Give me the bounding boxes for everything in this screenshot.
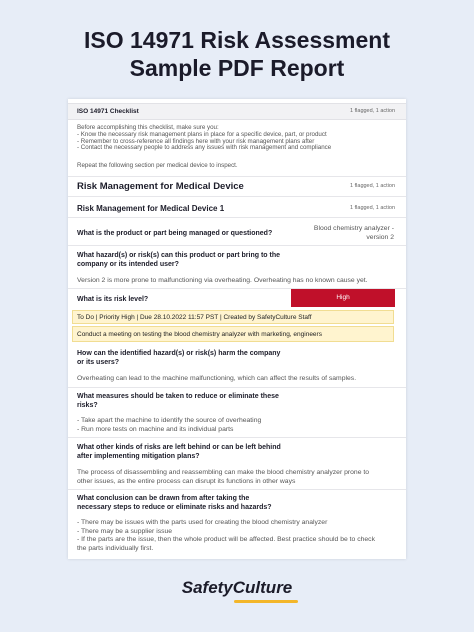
section-title: Risk Management for Medical Device [77, 181, 244, 192]
intro-line: - Know the necessary risk management plans in place for a specific device, part, or product [77, 131, 327, 138]
question-line: What conclusion can be drawn from after taking the [77, 495, 250, 502]
question-line: What other kinds of risks are left behind or can be left behind [77, 444, 281, 451]
question-line: or its users? [77, 359, 120, 366]
intro-line: Before accomplishing this checklist, make sure you: [77, 124, 219, 131]
brand-text: SafetyCulture [181, 578, 293, 597]
subsection-title: Risk Management for Medical Device 1 [77, 204, 225, 213]
question-measures [77, 392, 279, 410]
action-description[interactable]: Conduct a meeting on testing the blood chemistry analyzer with marketing, engineers [72, 326, 394, 342]
answer-line: The process of disassembling and reassembling can make the blood chemistry analyzer prone to [77, 469, 370, 476]
question-line: What measures should be taken to reduce or eliminate these [77, 393, 279, 400]
section-meta: 1 flagged, 1 action [350, 183, 395, 189]
page-title [0, 26, 474, 82]
answer-hazards: Version 2 is more prone to malfunctioning via overheating. Overheating has no known cause yet. [77, 277, 368, 284]
intro-line: - Contact the necessary people to address any issues with risk management and compliance [77, 144, 332, 151]
title-line-1: ISO 14971 Risk Assessment [84, 27, 390, 53]
question-line: company or its intended user? [77, 261, 179, 268]
report-page [68, 99, 406, 559]
question-conclusion [77, 494, 272, 512]
checklist-meta: 1 flagged, 1 action [350, 108, 395, 114]
answer-line: Blood chemistry analyzer - [313, 225, 394, 232]
answer-line: other issues, as the entire process can disrupt its functions in other ways [77, 477, 296, 485]
answer-harm: Overheating can lead to the machine malfunctioning, which can affect the results of samples. [77, 375, 357, 382]
repeat-note: Repeat the following section per medical device to inspect. [77, 162, 238, 169]
question-product: What is the product or part being managed or questioned? [77, 230, 273, 237]
question-hazards [77, 251, 280, 269]
action-status-bar[interactable]: To Do | Priority High | Due 28.10.2022 11:57 PST | Created by SafetyCulture Staff [72, 310, 394, 324]
answer-remaining-risks [77, 469, 369, 486]
answer-product [314, 225, 394, 242]
intro-line: - Remember to cross-reference all findings here with your risk management plans after [77, 137, 315, 145]
title-line-2: Sample PDF Report [129, 55, 345, 81]
answer-line: - Take apart the machine to identify the source of overheating [77, 417, 262, 424]
question-remaining-risks [77, 443, 281, 461]
question-line: risks? [77, 402, 98, 409]
question-harm [77, 349, 280, 367]
question-line: What hazard(s) or risk(s) can this product or part bring to the [77, 252, 281, 259]
risk-level-badge: High [291, 289, 395, 307]
intro-text [77, 124, 331, 152]
safetyculture-logo [0, 578, 474, 598]
answer-line: version 2 [366, 233, 394, 241]
question-line: How can the identified hazard(s) or risk(s) harm the company [77, 350, 281, 357]
answer-line: - Run more tests on machine and its individual parts [77, 425, 234, 433]
answer-line: - If the parts are the issue, then the whole product will be affected. Best practice should be to check [77, 536, 375, 544]
answer-conclusion [77, 519, 375, 553]
answer-line: the parts individually first. [77, 544, 154, 552]
question-risk-level: What is its risk level? [77, 296, 149, 303]
answer-line: - There may be a supplier issue [77, 527, 173, 535]
answer-line: - There may be issues with the parts used for creating the blood chemistry analyzer [77, 519, 328, 526]
question-line: after implementing mitigation plans? [77, 453, 200, 460]
checklist-title: ISO 14971 Checklist [77, 108, 139, 115]
brand-underline-icon [234, 600, 298, 603]
answer-measures [77, 417, 261, 434]
question-line: necessary steps to reduce or eliminate risks and hazards? [77, 504, 272, 511]
subsection-meta: 1 flagged, 1 action [350, 205, 395, 211]
